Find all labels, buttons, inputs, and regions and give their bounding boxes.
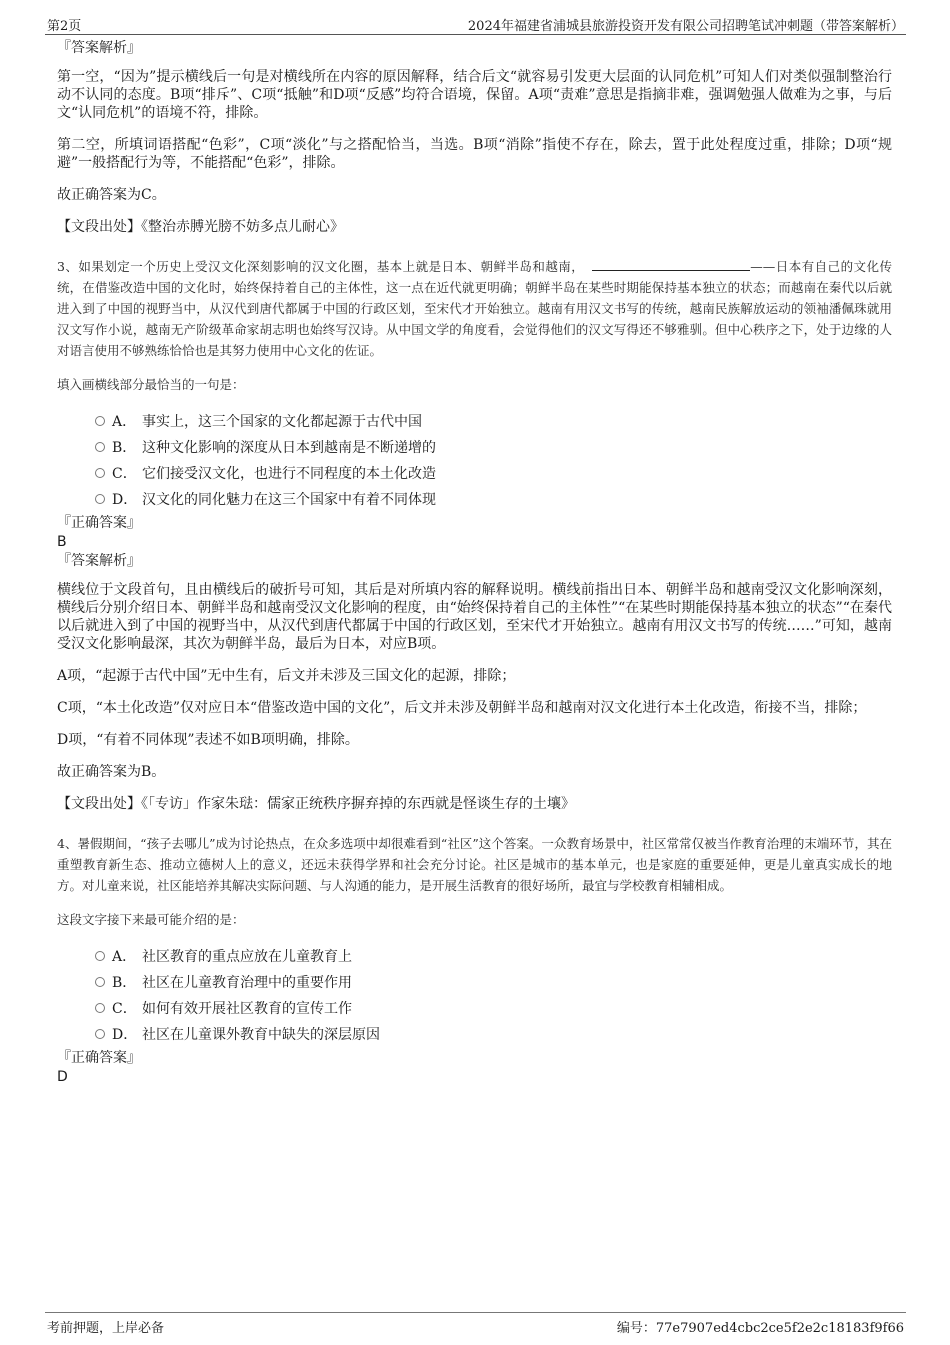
q3-option-a[interactable]: A． 事实上，这三个国家的文化都起源于古代中国: [95, 409, 892, 435]
q3-option-c[interactable]: C． 它们接受汉文化，也进行不同程度的本土化改造: [95, 461, 892, 487]
document-id: 编号：77e7907ed4cbc2ce5f2e2c18183f9f66: [616, 1321, 904, 1336]
radio-icon[interactable]: [95, 977, 105, 987]
q4-correct-label: 『正确答案』: [57, 1050, 141, 1066]
page-footer: [45, 1312, 906, 1335]
q3-correct-answer: B: [57, 534, 67, 550]
q4-correct-answer: D: [57, 1069, 68, 1085]
q3-fill-blank: [592, 260, 750, 271]
q3-prompt: 填入画横线部分最恰当的一句是：: [57, 377, 245, 392]
q3-analysis-label: 『答案解析』: [57, 553, 141, 569]
q3-analysis-c: C项，“本土化改造”仅对应日本“借鉴改造中国的文化”，后文并未涉及朝鲜半岛和越南对汉文化进行本土化改造，衔接不当，排除；: [57, 700, 867, 716]
radio-icon[interactable]: [95, 951, 105, 961]
q3-option-b[interactable]: B． 这种文化影响的深度从日本到越南是不断递增的: [95, 435, 892, 461]
q4-option-b[interactable]: B． 社区在儿童教育治理中的重要作用: [95, 970, 892, 996]
q3-analysis-a: A项，“起源于古代中国”无中生有，后文并未涉及三国文化的起源，排除；: [57, 668, 516, 684]
q3-option-d[interactable]: D． 汉文化的同化魅力在这三个国家中有着不同体现: [95, 487, 892, 513]
document-title: 2024年福建省浦城县旅游投资开发有限公司招聘笔试冲刺题（带答案解析）: [467, 19, 904, 34]
q2-analysis-label: 『答案解析』: [57, 40, 141, 56]
q3-analysis-para-1: 横线位于文段首句，且由横线后的破折号可知，其后是对所填内容的解释说明。横线前指出日本、朝鲜半岛和越南受汉文化影响深刻，横线后分别介绍日本、朝鲜半岛和越南受汉文化影响的程度，由“始终保持着自己的主体性”“在某些时期能保持基本独立的状态”“在秦代以后就进入到了中国的视野当中，从汉代到唐代都属于中国的行政区划，至宋代才开始独立。越南有用汉文书写的传统……”可知，越南受汉文化影响最深，其次为朝鲜半岛，最后为日本，对应B项。: [57, 582, 892, 652]
q2-source: 【文段出处】《整治赤膊光膀不妨多点儿耐心》: [57, 219, 344, 235]
q2-conclusion: 故正确答案为C。: [57, 187, 166, 203]
radio-icon[interactable]: [95, 416, 105, 426]
q3-stem-before: 3、如果划定一个历史上受汉文化深刻影响的汉文化圈，基本上就是日本、朝鲜半岛和越南，: [57, 259, 585, 274]
page-number: 第2页: [47, 19, 82, 34]
q3-conclusion: 故正确答案为B。: [57, 764, 166, 780]
q4-stem: 4、暑假期间，“孩子去哪儿”成为讨论热点，在众多选项中却很难看到“社区”这个答案。一众教育场景中，社区常常仅被当作教育治理的末端环节，其在重塑教育新生态、推动立德树人上的意义，还远未获得学界和社会充分讨论。社区是城市的基本单元，也是家庭的重要延伸，更是儿童真实成长的地方。对儿童来说，社区能培养其解决实际问题、与人沟通的能力，是开展生活教育的很好场所，最宜与学校教育相辅相成。: [57, 836, 892, 893]
radio-icon[interactable]: [95, 1029, 105, 1039]
radio-icon[interactable]: [95, 494, 105, 504]
q3-stem-after: ——日本有自己的文化传统，在借鉴改造中国的文化时，始终保持着自己的主体性，这一点在近代就更明确；朝鲜半岛在某些时期能保持基本独立的状态；而越南在秦代以后就进入到了中国的视野当中，从汉代到唐代都属于中国的行政区划，至宋代才开始独立。越南有用汉文书写的传统，越南民族解放运动的领袖潘佩珠就用汉文写作小说，越南无产阶级革命家胡志明也始终写汉诗。从中国文学的角度看，会觉得他们的汉文写得还不够雅驯。但中心秩序之下，处于边缘的人对语言使用不够熟练恰恰也是其努力使用中心文化的佐证。: [57, 259, 892, 358]
q2-analysis-para-1: 第一空，“因为”提示横线后一句是对横线所在内容的原因解释，结合后文“就容易引发更大层面的认同危机”可知人们对类似强制整治行动不认同的态度。B项“排斥”、C项“抵触”和D项“反感”均符合语境，保留。A项“责难”意思是指摘非难，强调勉强人做难为之事，与后文“认同危机”的语境不符，排除。: [57, 69, 892, 121]
footer-slogan: 考前押题，上岸必备: [47, 1321, 165, 1336]
radio-icon[interactable]: [95, 1003, 105, 1013]
page-content: [57, 38, 892, 1086]
q4-option-d[interactable]: D． 社区在儿童课外教育中缺失的深层原因: [95, 1022, 892, 1048]
radio-icon[interactable]: [95, 468, 105, 478]
q3-correct-label: 『正确答案』: [57, 515, 141, 531]
q4-option-a[interactable]: A． 社区教育的重点应放在儿童教育上: [95, 944, 892, 970]
q3-source: 【文段出处】《「专访」作家朱琺：儒家正统秩序摒弃掉的东西就是怪谈生存的土壤》: [57, 796, 575, 812]
q4-option-c[interactable]: C． 如何有效开展社区教育的宣传工作: [95, 996, 892, 1022]
q4-options: [57, 944, 892, 1048]
q4-prompt: 这段文字接下来最可能介绍的是：: [57, 912, 245, 927]
radio-icon[interactable]: [95, 442, 105, 452]
page-header: [45, 14, 906, 35]
q3-stem: [57, 256, 892, 361]
q3-options: [57, 409, 892, 513]
q2-analysis-para-2: 第二空，所填词语搭配“色彩”，C项“淡化”与之搭配恰当，当选。B项“消除”指使不存在，除去，置于此处程度过重，排除；D项“规避”一般搭配行为等，不能搭配“色彩”，排除。: [57, 137, 892, 171]
q3-analysis-d: D项，“有着不同体现”表述不如B项明确，排除。: [57, 732, 359, 748]
